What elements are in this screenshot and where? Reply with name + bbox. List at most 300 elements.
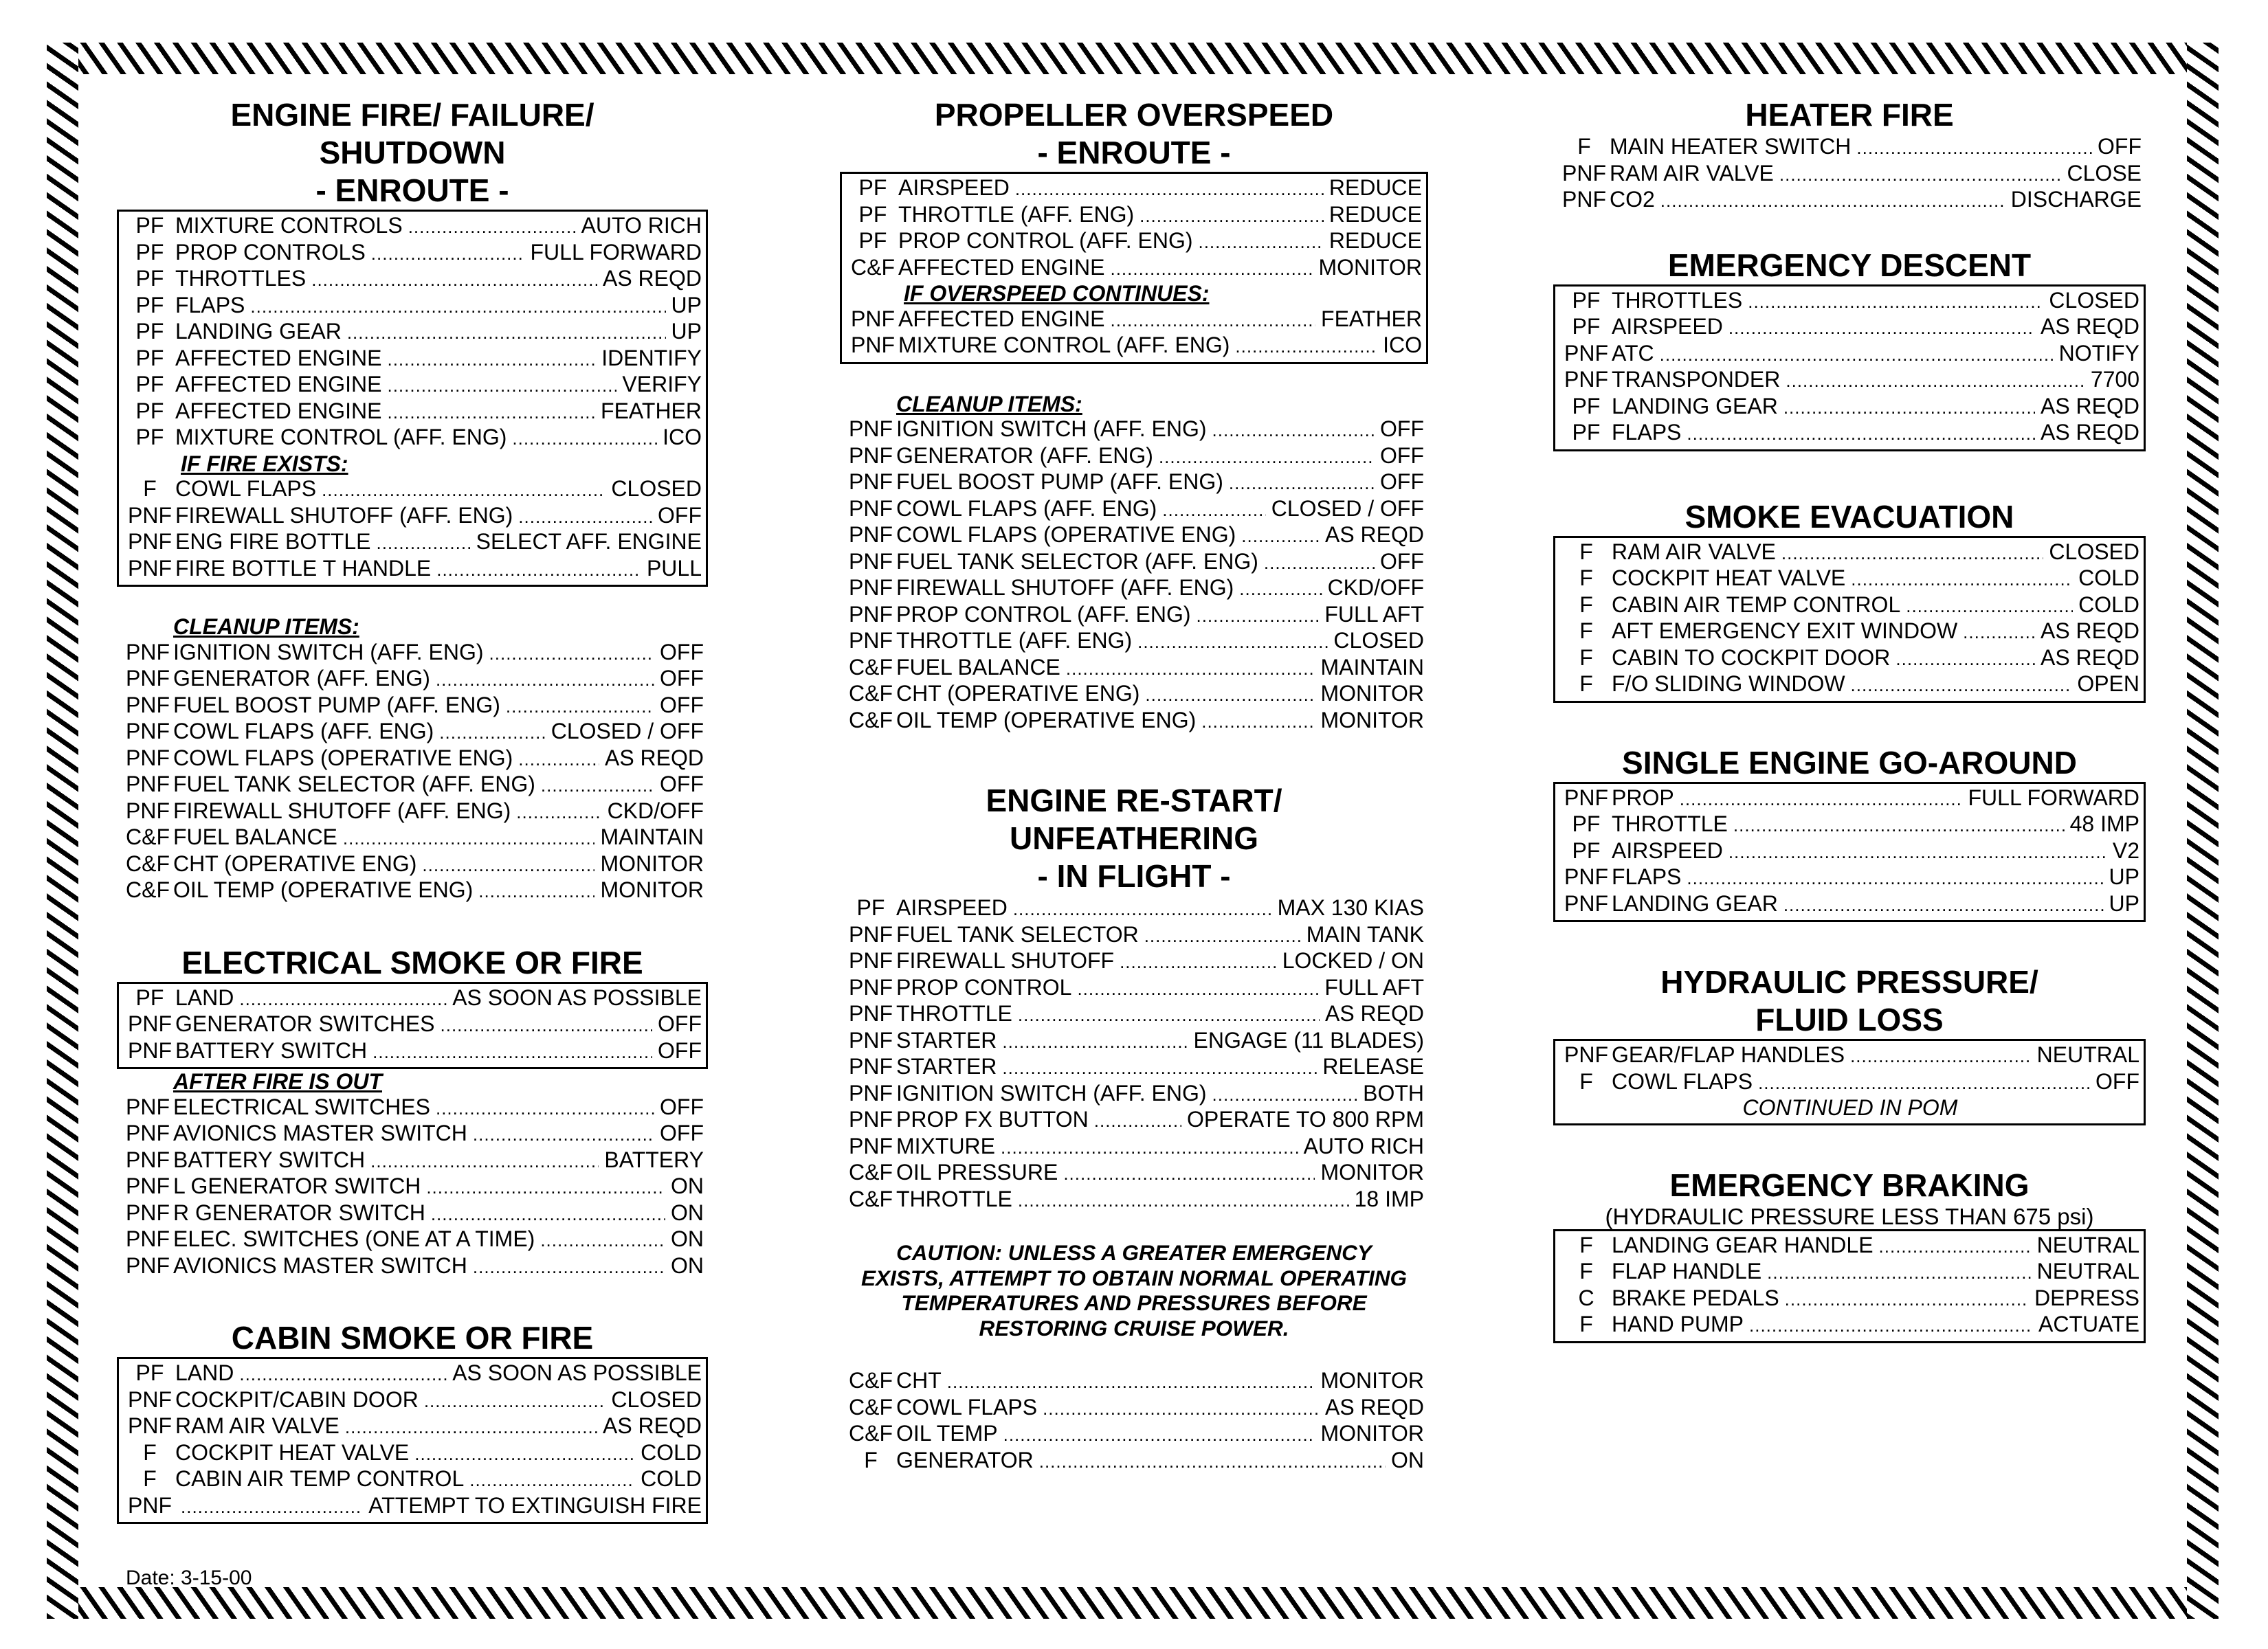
crew-role: PNF [126,1121,170,1145]
action-item: FUEL BALANCE [173,824,337,849]
checklist-row [1561,1069,2139,1096]
action-value: OFF [1380,548,1424,574]
dot-leader [1139,203,1324,229]
action-item: AFFECTED ENGINE [898,254,1105,280]
checklist-row [845,1054,1424,1081]
action-value: MAX 130 KIAS [1277,895,1424,920]
action-item: OIL TEMP (OPERATIVE ENG) [173,877,474,902]
action-item: PROP CONTROL (AFF. ENG) [898,228,1193,253]
action-item: AFFECTED ENGINE [175,372,382,396]
action-item: FLAPS [1612,864,1682,889]
crew-role: PNF [128,1387,172,1412]
checklist-row [1561,394,2139,420]
action-value: CLOSED [611,476,702,501]
section-title: HYDRAULIC PRESSURE/ FLUID LOSS [1660,964,2038,1037]
crew-role: PNF [126,1200,170,1225]
crew-role: F [1579,618,1593,643]
action-item: THROTTLE [1612,811,1728,836]
crew-role: F [1579,1312,1593,1336]
checklist-box [840,172,1428,364]
dot-leader [1856,135,2092,161]
dot-leader [1733,813,2065,838]
checklist-row [847,202,1422,229]
action-item: BRAKE PEDALS [1612,1285,1779,1310]
checklist-box [1553,284,2146,451]
checklist-row [124,293,702,319]
checklist-row [122,798,704,825]
action-value: COLD [641,1439,702,1465]
dot-leader [250,294,665,319]
section-smoke-evacuation [1553,498,2146,703]
checklist-row [122,1253,704,1280]
checklist-row [124,1360,702,1387]
crew-role: PF [1572,393,1601,418]
action-item: STARTER [896,1027,997,1053]
dot-leader [1783,395,2035,420]
checklist-row [1561,1233,2139,1259]
action-item: COCKPIT/CABIN DOOR [175,1387,419,1412]
dot-leader [473,1255,665,1280]
checklist-row [124,372,702,399]
checklist-row [1561,785,2139,812]
dot-leader [441,1013,653,1038]
checklist-row [847,175,1422,202]
crew-role: PNF [1564,785,1608,810]
checklist-row [1559,161,2142,188]
dot-leader [1110,308,1315,333]
action-item: ATC [1612,340,1654,366]
dot-leader [516,800,601,825]
checklist-row [122,824,704,851]
action-value: OFF [658,502,702,528]
crew-role: PNF [849,628,893,653]
section-title: ENGINE RE-START/ UNFEATHERING - IN FLIGHT - [986,783,1282,894]
checklist-row [1561,1286,2139,1312]
crew-role: PNF [849,575,893,600]
action-value: AS REQD [2040,314,2139,339]
crew-role: PF [858,175,887,200]
checklist-row [1561,811,2139,838]
dot-leader [1785,1287,2029,1312]
dot-leader [478,879,594,904]
action-item: CO2 [1610,187,1655,212]
action-value: AS REQD [2040,393,2139,418]
section-title: SMOKE EVACUATION [1685,498,2014,535]
dot-leader [376,530,470,556]
action-value: AS REQD [2040,618,2139,643]
action-item: IGNITION SWITCH (AFF. ENG) [896,1080,1207,1106]
checklist-row [845,975,1424,1002]
checklist-box [117,1357,708,1524]
checklist-row [124,213,702,240]
subheading: AFTER FIRE IS OUT [173,1069,382,1094]
crew-role: PNF [126,772,170,796]
dot-leader [1013,897,1272,922]
action-value: VERIFY [622,372,702,396]
action-value: MONITOR [600,877,704,902]
action-item: LANDING GEAR [1612,890,1778,916]
action-value: DISCHARGE [2010,187,2142,212]
action-value: ATTEMPT TO EXTINGUISH FIRE [368,1492,702,1518]
dot-leader [1687,421,2035,447]
action-item: COWL FLAPS [896,1394,1038,1420]
action-item: AVIONICS MASTER SWITCH [173,1121,467,1145]
section-title: ELECTRICAL SMOKE OR FIRE [181,944,643,980]
dot-leader [1039,1449,1386,1474]
action-item: LAND [175,985,234,1010]
crew-role: PNF [126,798,170,823]
action-value: ACTUATE [2038,1312,2139,1336]
checklist-row [122,719,704,745]
checklist-row [845,496,1424,523]
checklist-row [122,877,704,904]
action-item: GENERATOR [896,1447,1034,1472]
checklist-row [122,693,704,719]
crew-role: PNF [1562,160,1606,186]
dot-leader [1212,418,1375,443]
caution-note: CAUTION: UNLESS A GREATER EMERGENCY EXISTS, ATTEMPT TO OBTAIN NORMAL OPERATING TEMPERATURES AND PRESSURES BEFORE RESTORING CRUISE POWER. [861,1240,1407,1340]
crew-role: C&F [849,1421,893,1446]
crew-role: PNF [849,469,893,494]
action-value: REDUCE [1328,175,1422,200]
action-item: FUEL TANK SELECTOR [896,921,1139,947]
action-value: CKD/OFF [607,798,704,823]
crew-role: PF [858,228,887,253]
action-value: MAINTAIN [600,824,704,849]
section-engine-restart [840,782,1428,1474]
checklist-row [847,255,1422,282]
action-value: V2 [2112,838,2139,863]
dot-leader [424,1389,606,1414]
checklist-row [845,1160,1424,1187]
checklist-row [124,529,702,556]
dot-leader [1783,893,2104,918]
dot-leader [1120,950,1277,975]
crew-role: C&F [849,1186,893,1211]
dot-leader [1748,289,2043,315]
action-value: 48 IMP [2069,811,2139,836]
action-item: F/O SLIDING WINDOW [1612,671,1845,696]
action-value: MONITOR [1320,1160,1424,1185]
dot-leader [1018,1002,1320,1028]
dot-leader [1212,1082,1358,1108]
action-value: AS REQD [602,266,702,291]
crew-role: PNF [126,1147,170,1172]
action-value: ON [1391,1447,1424,1472]
crew-role: PF [135,319,164,344]
checklist-row [122,1121,704,1147]
checklist-row [1561,838,2139,865]
checklist-row [124,425,702,451]
action-value: CLOSED [2049,539,2139,564]
crew-role: F [143,476,157,501]
dot-leader [1660,188,2005,214]
crew-role: PF [135,213,164,238]
dot-leader [1264,550,1375,576]
action-item: THROTTLE [896,1001,1012,1026]
crew-role: F [1579,1232,1593,1257]
checklist-row [124,1038,702,1065]
action-item: BATTERY SWITCH [175,1037,368,1063]
checklist-row [124,399,702,425]
action-item: CHT (OPERATIVE ENG) [896,681,1140,706]
dot-leader [1066,656,1315,682]
action-item: FIREWALL SHUTOFF (AFF. ENG) [173,798,511,823]
checklist-row [845,655,1424,682]
action-item: AFFECTED ENGINE [175,398,382,423]
dot-leader [1198,229,1323,255]
dot-leader [518,504,652,530]
checklist-row [1561,420,2139,447]
action-item: PROP CONTROL (AFF. ENG) [896,601,1191,627]
checklist-row [845,1107,1424,1134]
checklist-row [1561,1042,2139,1069]
action-value: MONITOR [600,851,704,876]
action-item: THROTTLES [175,266,307,291]
action-item: FIRE BOTTLE T HANDLE [175,555,432,581]
action-item: COWL FLAPS (OPERATIVE ENG) [896,522,1236,547]
action-value: PULL [646,555,702,581]
action-value: OFF [1380,469,1424,494]
action-value: 18 IMP [1354,1186,1424,1211]
action-value: DEPRESS [2034,1285,2139,1310]
action-item: PROP [1612,785,1674,810]
dot-leader [1003,1422,1315,1448]
crew-role: F [1579,1068,1593,1094]
action-value: ENGAGE (11 BLADES) [1193,1027,1424,1053]
action-item: FIREWALL SHUTOFF [896,948,1115,973]
action-item: GENERATOR SWITCHES [175,1011,435,1036]
action-value: AS REQD [1324,522,1424,547]
action-value: MAIN TANK [1306,921,1424,947]
checklist-row [1561,288,2139,315]
action-item: CHT (OPERATIVE ENG) [173,851,417,876]
crew-role: PNF [126,666,170,691]
crew-role: PNF [126,692,170,717]
crew-role: F [143,1439,157,1465]
crew-role: PNF [849,522,893,547]
checklist-row [845,1421,1424,1448]
checklist-row [122,640,704,666]
checklist-row [124,985,702,1012]
action-value: REDUCE [1328,228,1422,253]
crew-role: PNF [849,416,893,441]
action-value: FEATHER [1321,306,1422,331]
section-electrical-smoke [117,944,708,1280]
action-item: PROP CONTROL [896,974,1072,1000]
checklist-row [845,628,1424,655]
crew-role: PNF [1564,367,1608,392]
cleanup-heading: CLEANUP ITEMS: [173,614,359,639]
action-value: LOCKED / ON [1282,948,1424,973]
crew-role: PF [856,895,885,920]
action-value: MONITOR [1320,681,1424,706]
action-value: BATTERY [604,1147,704,1172]
checklist-row [845,549,1424,576]
action-item: CHT [896,1368,942,1393]
action-value: UP [2109,864,2139,889]
action-item: COWL FLAPS (AFF. ENG) [173,719,434,743]
dot-leader [1094,1108,1181,1134]
section-engine-fire [117,96,708,904]
cleanup-heading: CLEANUP ITEMS: [896,391,1082,416]
crew-role: F [1579,644,1593,670]
dot-leader [1018,1188,1349,1213]
crew-role: PF [1572,287,1601,313]
action-item: RAM AIR VALVE [1612,539,1776,564]
dot-leader [1963,620,2035,645]
dot-leader [1680,787,1963,812]
action-item: FLAPS [1612,420,1682,445]
crew-role: PF [135,292,164,317]
dot-leader [1749,1313,2033,1338]
dot-leader [1851,567,2073,592]
dot-leader [1781,541,2044,566]
action-item: AVIONICS MASTER SWITCH [173,1253,467,1278]
action-item: OIL PRESSURE [896,1160,1058,1185]
checklist-row [1561,565,2139,592]
crew-role: PNF [849,601,893,627]
action-item: PROP CONTROLS [175,239,366,265]
action-value: ICO [1383,333,1422,357]
crew-role: F [1579,1259,1593,1283]
dot-leader [541,773,654,798]
action-item: OIL TEMP [896,1421,998,1446]
checklist-row [1561,1259,2139,1286]
action-item: COCKPIT HEAT VALVE [1612,565,1846,590]
checklist-row [122,1174,704,1200]
action-value: CLOSED [2049,287,2139,313]
dot-leader [387,347,596,372]
crew-role: PNF [126,1094,170,1119]
dot-leader [1879,1234,2032,1259]
checklist-row [124,319,702,346]
dot-leader [414,1442,635,1467]
dot-leader [1159,445,1375,470]
checklist-row [847,306,1422,333]
crew-role: F [864,1447,878,1472]
hatched-border-right [2187,43,2219,1619]
crew-role: PNF [849,1080,893,1106]
dot-leader [1063,1161,1315,1187]
crew-role: PF [135,398,164,423]
continued-note: CONTINUED IN POM [1742,1095,1958,1120]
checklist-row [122,666,704,693]
action-item: COWL FLAPS [1612,1068,1753,1094]
dot-leader [371,241,525,267]
dot-leader [436,667,654,693]
dot-leader [1001,1135,1298,1160]
dot-leader [408,214,576,240]
checklist-row [845,681,1424,708]
crew-role: PF [1572,314,1601,339]
action-value: ICO [663,425,702,449]
checklist-row [1561,891,2139,918]
dot-leader [436,557,641,583]
checklist-row [124,266,702,293]
crew-role: C&F [849,654,893,680]
action-value: 7700 [2090,367,2139,392]
section-emergency-braking [1553,1167,2146,1343]
action-value: FULL FORWARD [1968,785,2139,810]
checklist-row [122,1147,704,1174]
action-value: CLOSED [611,1387,702,1412]
action-value: OFF [1380,416,1424,441]
checklist-row [845,602,1424,629]
crew-role: PF [135,266,164,291]
checklist-row [1561,341,2139,368]
column-right [1553,96,2146,1343]
action-item: STARTER [896,1054,997,1079]
checklist-row [1559,134,2142,161]
checklist-row [845,469,1424,496]
action-value: OFF [1380,442,1424,468]
dot-leader [1851,673,2072,698]
action-value: COLD [2078,565,2139,590]
action-value: ON [671,1253,704,1278]
crew-role: PNF [849,442,893,468]
crew-role: C&F [849,1394,893,1420]
crew-role: PNF [1564,890,1608,916]
dot-leader [1144,923,1301,949]
action-item: CABIN TO COCKPIT DOOR [1612,644,1891,670]
action-item: RAM AIR VALVE [175,1413,340,1438]
dot-leader [1850,1044,2032,1069]
dot-leader [947,1369,1315,1395]
action-value: UP [2109,890,2139,916]
checklist-row [1559,187,2142,214]
action-item: LANDING GEAR HANDLE [1612,1232,1874,1257]
checklist-box [117,210,708,587]
action-value: AS REQD [604,745,704,770]
action-value: MAINTAIN [1320,654,1424,680]
checklist-row [124,556,702,583]
action-value: ON [671,1174,704,1198]
checklist-box [1553,536,2146,703]
dot-leader [1145,682,1315,708]
crew-role: PF [135,372,164,396]
checklist-row [124,1413,702,1440]
crew-role: PNF [128,1413,172,1438]
column-left [117,96,708,1524]
action-item: PROP FX BUTTON [896,1107,1089,1132]
crew-role: PF [1572,811,1601,836]
action-item: FIREWALL SHUTOFF (AFF. ENG) [896,575,1234,600]
checklist-row [1561,539,2139,566]
checklist-box [1553,782,2146,923]
dot-leader [1906,594,2073,619]
section-prop-overspeed [840,96,1428,734]
action-item: AIRSPEED [1612,314,1723,339]
dot-leader [489,641,654,666]
action-item: IGNITION SWITCH (AFF. ENG) [896,416,1207,441]
action-item: FUEL TANK SELECTOR (AFF. ENG) [896,548,1258,574]
action-item: GENERATOR (AFF. ENG) [173,666,430,691]
action-item: AIRSPEED [898,175,1010,200]
checklist-row [1561,618,2139,645]
crew-role: F [1577,134,1591,159]
dot-leader [345,1415,597,1440]
dot-leader [1110,256,1313,282]
action-value: OFF [660,692,704,717]
crew-role: PF [135,239,164,265]
checklist-row [847,228,1422,255]
checklist-row [122,772,704,798]
checklist-row [845,922,1424,949]
action-value: MONITOR [1320,1368,1424,1393]
action-value: AUTO RICH [1303,1133,1424,1158]
checklist-row [1561,314,2139,341]
